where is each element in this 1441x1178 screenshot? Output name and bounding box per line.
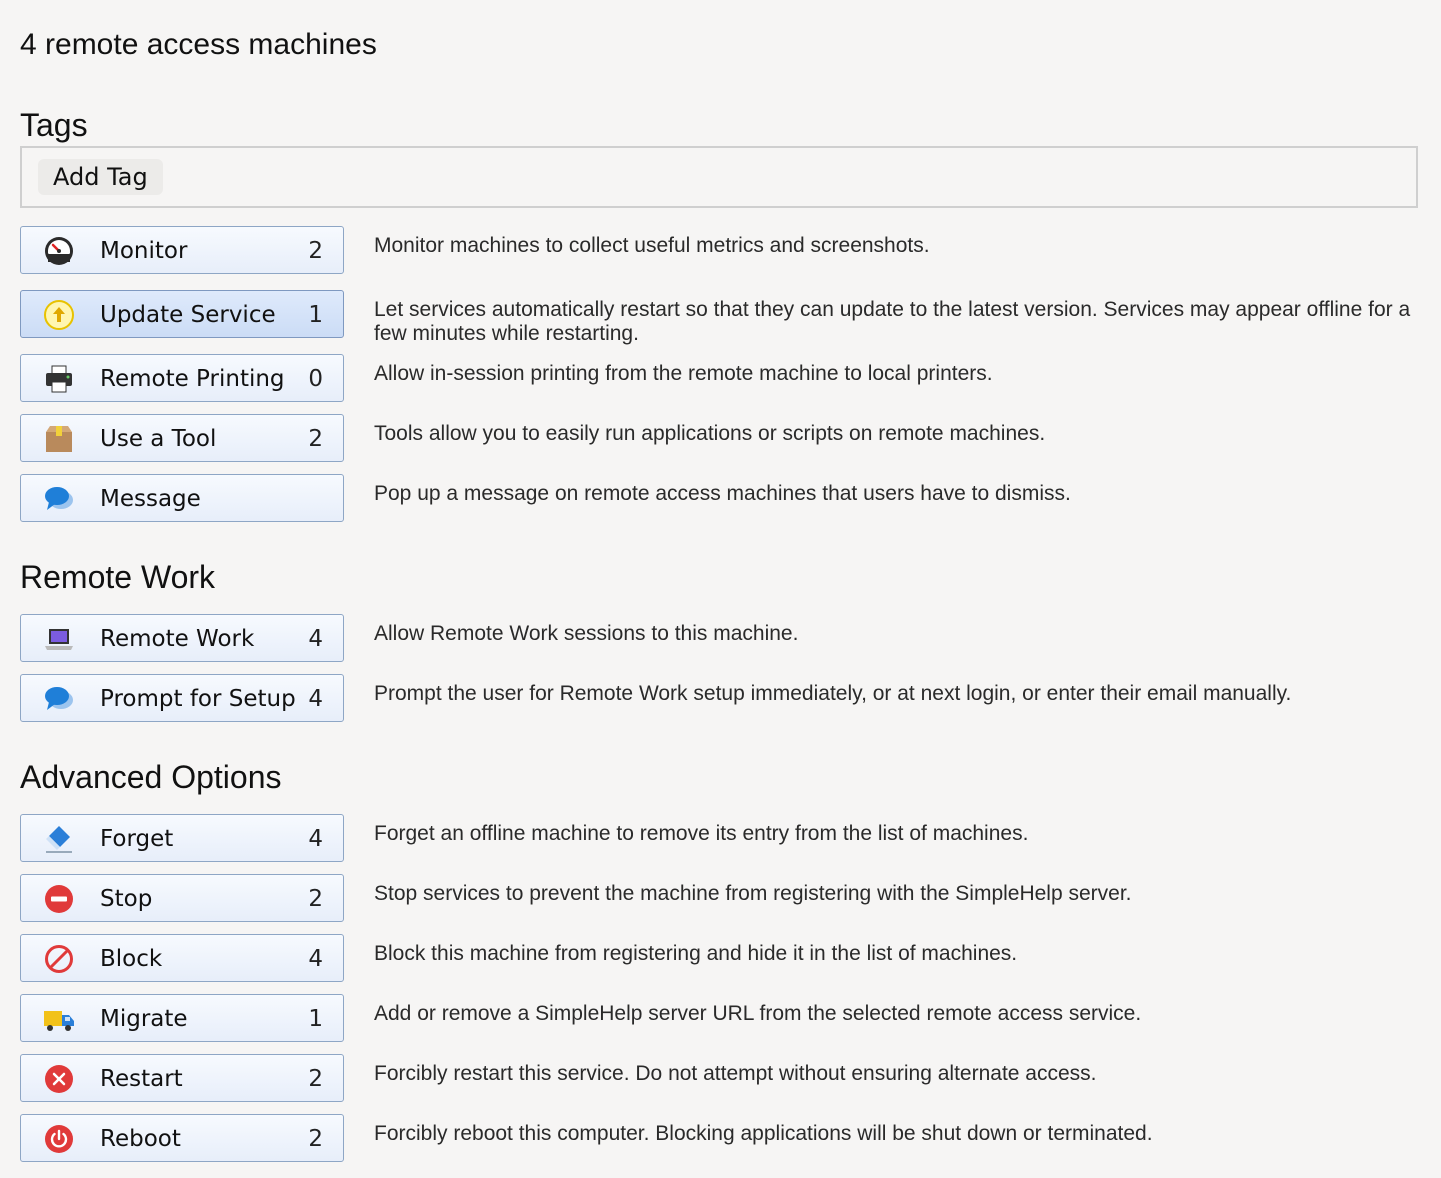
migrate-button[interactable]: [20, 994, 344, 1042]
forget-label: Forget: [100, 826, 174, 852]
prompt-setup-button[interactable]: [20, 674, 344, 722]
monitor-button[interactable]: [20, 226, 344, 274]
forget-description: Forget an offline machine to remove its entry from the list of machines.: [374, 822, 1029, 845]
migrate-count: 1: [308, 1006, 323, 1032]
reboot-row: [20, 1114, 1420, 1162]
block-button[interactable]: [20, 934, 344, 982]
stop-count: 2: [308, 886, 323, 912]
reboot-button[interactable]: [20, 1114, 344, 1162]
reboot-label: Reboot: [100, 1126, 181, 1152]
remote-work-description: Allow Remote Work sessions to this machine.: [374, 622, 799, 645]
forget-row: [20, 814, 1420, 862]
message-row: [20, 474, 1420, 522]
stop-button[interactable]: [20, 874, 344, 922]
reboot-description: Forcibly reboot this computer. Blocking applications will be shut down or terminated.: [374, 1122, 1153, 1145]
gauge-icon: [43, 235, 75, 267]
prompt-setup-row: [20, 674, 1420, 722]
tags-section-title: Tags: [20, 107, 88, 143]
use-tool-label: Use a Tool: [100, 426, 217, 452]
stop-row: [20, 874, 1420, 922]
monitor-label: Monitor: [100, 238, 188, 264]
reboot-count: 2: [308, 1126, 323, 1152]
remote-work-section-title: Remote Work: [20, 559, 216, 595]
remote-work-label: Remote Work: [100, 626, 255, 652]
remote-printing-label: Remote Printing: [100, 366, 285, 392]
use-tool-count: 2: [308, 426, 323, 452]
speech-bubble-icon: [43, 483, 75, 515]
message-description: Pop up a message on remote access machines that users have to dismiss.: [374, 482, 1071, 505]
restart-description: Forcibly restart this service. Do not attempt without ensuring alternate access.: [374, 1062, 1097, 1085]
prompt-setup-count: 4: [308, 686, 323, 712]
printer-icon: [43, 363, 75, 395]
use-tool-description: Tools allow you to easily run applications or scripts on remote machines.: [374, 422, 1046, 445]
remote-printing-count: 0: [308, 366, 323, 392]
remote-printing-description: Allow in-session printing from the remote machine to local printers.: [374, 362, 993, 385]
prompt-setup-label: Prompt for Setup: [100, 686, 296, 712]
close-circle-icon: [43, 1063, 75, 1095]
use-tool-row: [20, 414, 1420, 462]
restart-label: Restart: [100, 1066, 183, 1092]
monitor-count: 2: [308, 238, 323, 264]
tags-box[interactable]: [20, 146, 1418, 208]
migrate-label: Migrate: [100, 1006, 188, 1032]
prompt-setup-description: Prompt the user for Remote Work setup immediately, or at next login, or enter their email manually.: [374, 682, 1292, 705]
remote-printing-button[interactable]: [20, 354, 344, 402]
stop-label: Stop: [100, 886, 153, 912]
update-service-label: Update Service: [100, 302, 276, 328]
upload-arrow-icon: [43, 299, 75, 331]
migrate-row: [20, 994, 1420, 1042]
monitor-row: [20, 226, 1420, 274]
advanced-options-section-title: Advanced Options: [20, 759, 282, 795]
restart-button[interactable]: [20, 1054, 344, 1102]
update-service-count: 1: [308, 302, 323, 328]
block-description: Block this machine from registering and hide it in the list of machines.: [374, 942, 1018, 965]
block-count: 4: [308, 946, 323, 972]
monitor-description: Monitor machines to collect useful metrics and screenshots.: [374, 234, 930, 257]
update-service-button[interactable]: [20, 290, 344, 338]
page-title: 4 remote access machines: [20, 28, 377, 61]
remote-printing-row: [20, 354, 1420, 402]
block-label: Block: [100, 946, 163, 972]
use-tool-button[interactable]: [20, 414, 344, 462]
message-label: Message: [100, 486, 201, 512]
package-icon: [43, 423, 75, 455]
migrate-description: Add or remove a SimpleHelp server URL from the selected remote access service.: [374, 1002, 1142, 1025]
message-button[interactable]: [20, 474, 344, 522]
eraser-icon: [43, 823, 75, 855]
remote-work-count: 4: [308, 626, 323, 652]
remote-work-button[interactable]: [20, 614, 344, 662]
forget-count: 4: [308, 826, 323, 852]
stop-icon: [43, 883, 75, 915]
restart-row: [20, 1054, 1420, 1102]
add-tag-button[interactable]: Add Tag: [38, 159, 163, 195]
block-row: [20, 934, 1420, 982]
stop-description: Stop services to prevent the machine from registering with the SimpleHelp server.: [374, 882, 1132, 905]
update-service-row: [20, 290, 1420, 345]
laptop-icon: [43, 623, 75, 655]
update-service-description: Let services automatically restart so that they can update to the latest version. Services may appear offline for a few minutes while restarting.: [374, 298, 1411, 345]
forget-button[interactable]: [20, 814, 344, 862]
truck-icon: [43, 1003, 75, 1035]
restart-count: 2: [308, 1066, 323, 1092]
power-icon: [43, 1123, 75, 1155]
block-icon: [43, 943, 75, 975]
remote-work-row: [20, 614, 1420, 662]
speech-bubble-icon: [43, 683, 75, 715]
